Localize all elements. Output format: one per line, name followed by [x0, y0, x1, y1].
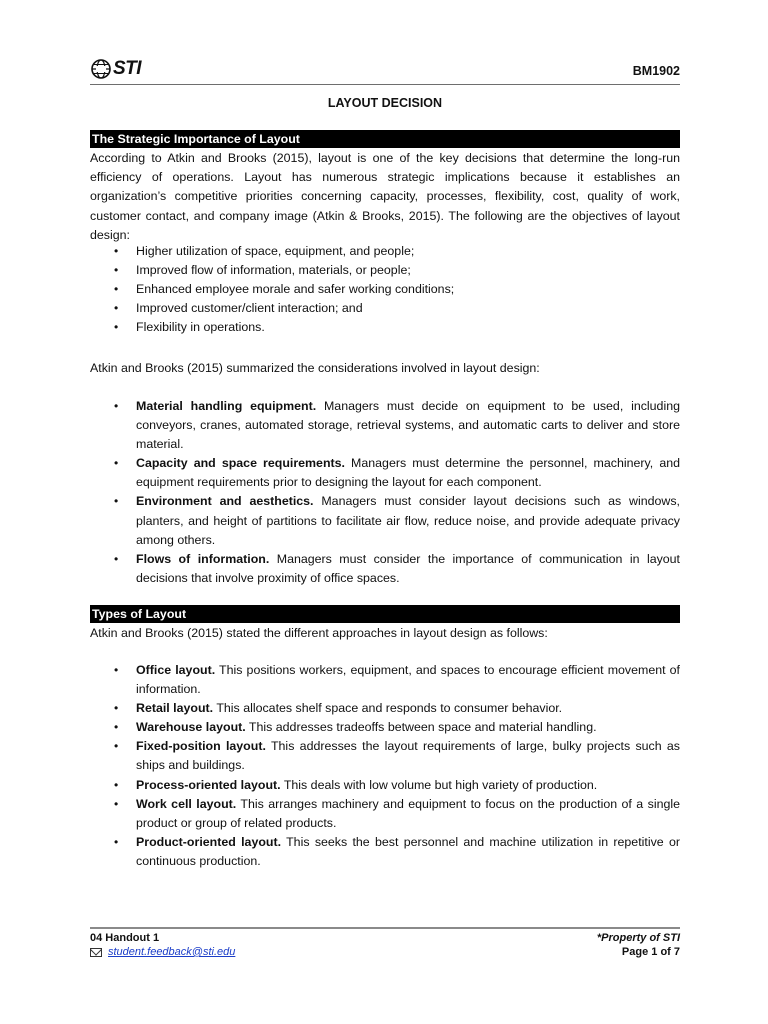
- section2-intro-paragraph: Atkin and Brooks (2015) stated the different approaches in layout design as follows:: [90, 626, 548, 640]
- bullet-icon: •: [114, 456, 119, 471]
- bullet-icon: •: [114, 739, 119, 754]
- document-title: LAYOUT DECISION: [327, 96, 443, 110]
- layout-type-item: [90, 718, 680, 737]
- bullet-icon: •: [114, 320, 119, 335]
- consideration-item: [90, 397, 680, 454]
- sti-logo: [90, 58, 141, 80]
- document-code: BM1902: [632, 64, 680, 78]
- layout-type-item: [90, 661, 680, 699]
- feedback-email-link[interactable]: student.feedback@sti.edu: [108, 946, 236, 958]
- envelope-icon: [90, 948, 102, 957]
- consideration-item: [90, 454, 680, 492]
- property-notice: *Property of STI: [596, 932, 680, 944]
- layout-type-item: [90, 795, 680, 833]
- bullet-icon: •: [114, 263, 119, 278]
- feedback-contact: [90, 946, 235, 958]
- bullet-icon: •: [114, 701, 119, 716]
- bullet-icon: •: [114, 663, 119, 677]
- item-text: This addresses the layout requirements of large, bulky projects such as ships and buildings.: [136, 739, 681, 773]
- item-term: Warehouse layout.: [136, 720, 246, 735]
- consideration-item: [90, 492, 680, 549]
- item-text: This deals with low volume but high variety of production.: [280, 777, 598, 792]
- item-text: This positions workers, equipment, and spaces to encourage efficient movement of information.: [136, 663, 680, 697]
- item-term: Capacity and space requirements.: [136, 456, 345, 471]
- bullet-icon: •: [114, 282, 119, 297]
- item-term: Environment and aesthetics.: [136, 494, 314, 509]
- item-term: Flows of information.: [136, 551, 270, 566]
- layout-type-item: [90, 699, 680, 718]
- section-heading-strategic-importance: The Strategic Importance of Layout: [90, 130, 680, 148]
- item-term: Material handling equipment.: [136, 399, 317, 413]
- sti-globe-icon: [90, 58, 112, 80]
- footer-divider: [90, 927, 680, 929]
- section-heading-types-of-layout: Types of Layout: [90, 605, 680, 623]
- item-text: Higher utilization of space, equipment, and people;: [136, 244, 415, 258]
- objective-item: [90, 318, 680, 337]
- bullet-icon: •: [114, 796, 119, 811]
- item-text: This addresses tradeoffs between space and material handling.: [245, 720, 597, 735]
- bullet-icon: •: [114, 720, 119, 735]
- bullet-icon: •: [114, 834, 119, 849]
- logo-text: STI: [113, 58, 142, 79]
- layout-type-item: [90, 737, 680, 775]
- header-divider: [90, 84, 680, 85]
- item-text: Enhanced employee morale and safer working conditions;: [136, 282, 455, 297]
- item-text: This arranges machinery and equipment to focus on the production of a single product or group of related products.: [136, 796, 680, 830]
- item-text: Improved flow of information, materials, or people;: [136, 263, 411, 278]
- consideration-item: [90, 550, 680, 588]
- handout-label: 04 Handout 1: [90, 932, 160, 944]
- item-text: Managers must determine the personnel, machinery, and equipment requirements prior to designing the layout for each component.: [136, 456, 680, 490]
- bullet-icon: •: [114, 399, 119, 413]
- item-term: Work cell layout.: [136, 796, 237, 811]
- considerations-list: [90, 397, 680, 588]
- item-text: Improved customer/client interaction; and: [136, 301, 363, 316]
- item-term: Fixed-position layout.: [136, 739, 266, 754]
- objective-item: [90, 299, 680, 318]
- bullet-icon: •: [114, 301, 119, 316]
- objective-item: [90, 261, 680, 280]
- objective-item: [90, 280, 680, 299]
- bullet-icon: •: [114, 244, 119, 258]
- layout-type-item: [90, 833, 680, 871]
- item-term: Office layout.: [136, 663, 216, 677]
- item-text: This allocates shelf space and responds to consumer behavior.: [213, 701, 563, 716]
- item-text: Managers must consider layout decisions such as windows, planters, and height of partitions to facilitate air flow, reduce noise, and provide adequate privacy among others.: [136, 494, 681, 547]
- item-text: Managers must decide on equipment to be used, including conveyors, cranes, automated storage, retrieval systems, and automatic carts to deliver and store material.: [136, 399, 680, 452]
- layout-type-item: [90, 776, 680, 795]
- bullet-icon: •: [114, 494, 119, 509]
- bullet-icon: •: [114, 777, 119, 792]
- objectives-list: [90, 242, 680, 337]
- section1-intro-paragraph: According to Atkin and Brooks (2015), layout is one of the key decisions that determine the long-run efficiency of operations. Layout has numerous strategic implications because it establishes an organization’s competitive priorities concerning capacity, processes, flexibility, cost, quality of work, customer contact, and company image (Atkin & Brooks, 2015). The following are the objectives of layout design:: [90, 151, 680, 242]
- item-text: Flexibility in operations.: [136, 320, 265, 335]
- considerations-intro: Atkin and Brooks (2015) summarized the considerations involved in layout design:: [90, 361, 540, 375]
- page-header: [90, 58, 680, 84]
- item-term: Product-oriented layout.: [136, 834, 282, 849]
- bullet-icon: •: [114, 551, 119, 566]
- item-term: Process-oriented layout.: [136, 777, 281, 792]
- item-text: Managers must consider the importance of communication in layout decisions that involve proximity of office spaces.: [136, 551, 681, 585]
- objective-item: [90, 242, 680, 261]
- item-text: This seeks the best personnel and machine utilization in repetitive or continuous production.: [136, 834, 680, 868]
- layout-types-list: [90, 661, 680, 871]
- page-number: Page 1 of 7: [621, 946, 680, 958]
- item-term: Retail layout.: [136, 701, 214, 716]
